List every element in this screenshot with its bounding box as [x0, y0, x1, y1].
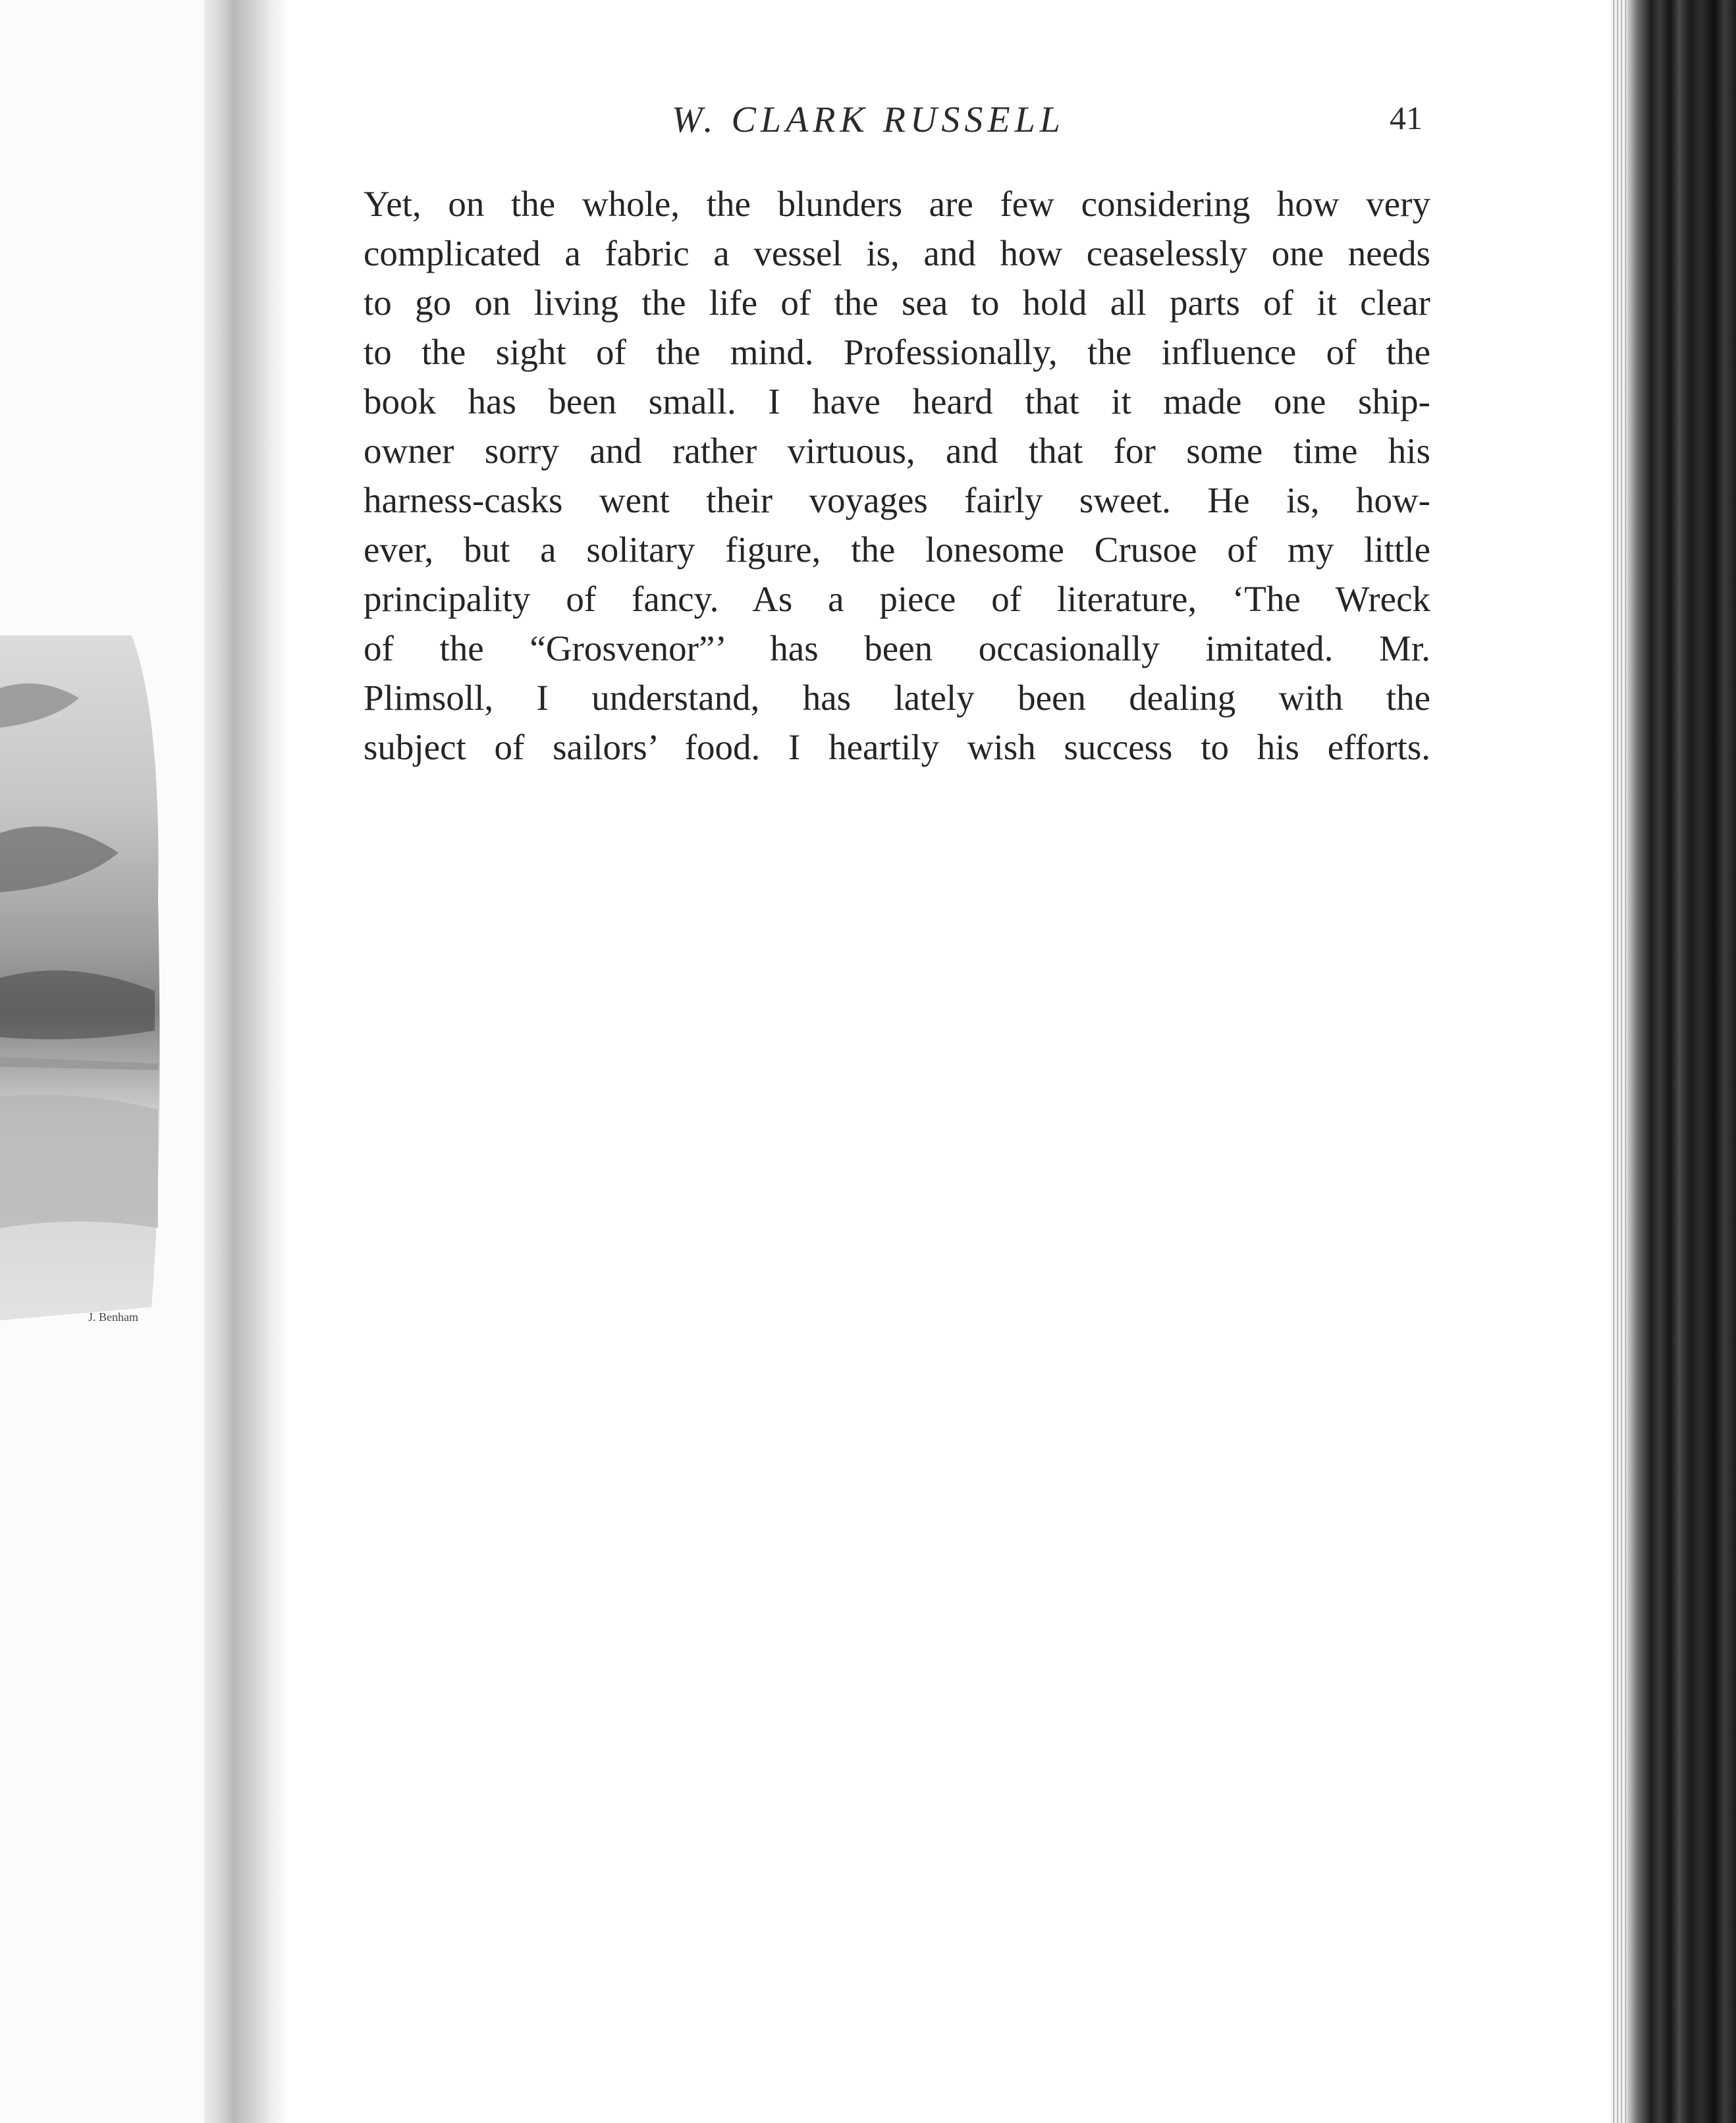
body-line: principality of fancy. As a piece of literature, ‘The Wreck	[364, 579, 1430, 619]
body-line: complicated a fabric a vessel is, and how ceaselessly one needs	[364, 233, 1430, 273]
book-gutter	[204, 0, 290, 2123]
body-line: Yet, on the whole, the blunders are few considering how very	[364, 184, 1430, 224]
body-line: harness-casks went their voyages fairly sweet. He is, how-	[364, 480, 1430, 520]
body-line: Plimsoll, I understand, has lately been dealing with the	[364, 678, 1430, 718]
body-line: of the “Grosvenor”’ has been occasionally imitated. Mr.	[364, 628, 1430, 668]
body-paragraph	[364, 179, 1430, 772]
book-cover-edge	[1627, 0, 1736, 2123]
facing-page	[0, 0, 217, 2123]
page-number: 41	[1390, 99, 1423, 136]
body-line: owner sorry and rather virtuous, and that for some time his	[364, 431, 1430, 471]
body-line: to go on living the life of the sea to hold all parts of it clear	[364, 282, 1430, 323]
body-line: ever, but a solitary figure, the lonesome Crusoe of my little	[364, 529, 1430, 570]
engraving-illustration	[0, 635, 161, 1333]
body-line: to the sight of the mind. Professionally, the influence of the	[364, 332, 1430, 372]
body-line: book has been small. I have heard that it made one ship-	[364, 381, 1430, 421]
body-line: subject of sailors’ food. I heartily wish success to his efforts.	[364, 727, 1430, 767]
illustration-caption: J. Benham	[88, 1310, 138, 1324]
running-head: W. CLARK RUSSELL	[672, 99, 1065, 140]
